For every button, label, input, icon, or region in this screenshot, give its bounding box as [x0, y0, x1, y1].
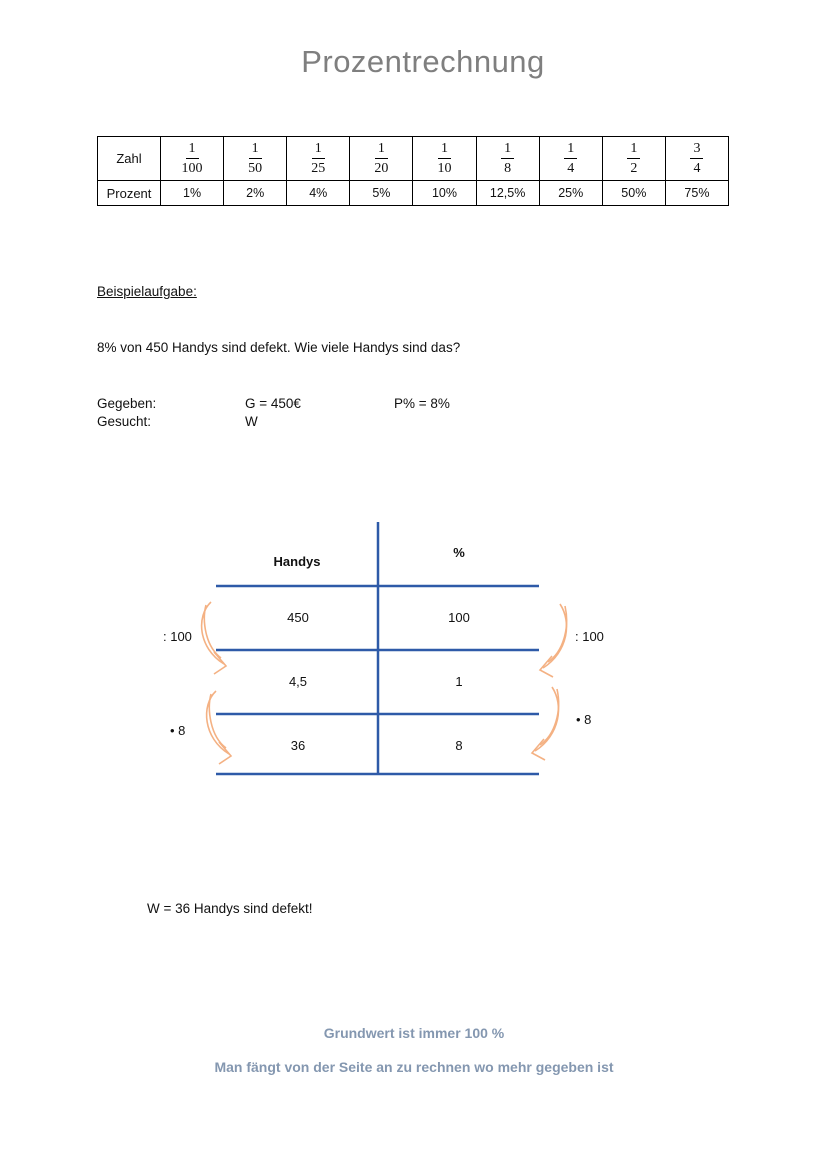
sought-w-value: W	[245, 414, 258, 429]
given-g-value: G = 450€	[245, 396, 301, 411]
cell-row2-percent: 1	[455, 674, 463, 689]
column-header-percent: %	[453, 545, 465, 560]
row-label-prozent: Prozent	[98, 181, 161, 206]
fraction-numerator: 1	[312, 141, 325, 159]
fraction-numerator: 1	[438, 141, 451, 159]
given-p-value: P% = 8%	[394, 396, 450, 411]
fraction-denominator: 25	[311, 161, 326, 176]
percent-cell: 75%	[665, 181, 728, 206]
cell-row2-handys: 4,5	[288, 674, 308, 689]
curved-arrow-icon	[207, 691, 231, 764]
percent-cell: 5%	[350, 181, 413, 206]
page-title: Prozentrechnung	[301, 44, 545, 79]
fraction-numerator: 3	[690, 141, 703, 159]
operation-left-divide: : 100	[163, 629, 192, 644]
sought-label: Gesucht:	[97, 414, 152, 429]
fraction-denominator: 4	[693, 161, 701, 176]
percent-cell: 12,5%	[476, 181, 539, 206]
fraction-numerator: 1	[627, 141, 640, 159]
percent-cell: 10%	[413, 181, 476, 206]
example-heading: Beispielaufgabe:	[97, 284, 197, 299]
fraction-denominator: 2	[630, 161, 638, 176]
note-grundwert: Grundwert ist immer 100 %	[323, 1025, 505, 1041]
curved-arrow-icon	[532, 687, 559, 760]
result-statement: W = 36 Handys sind defekt!	[147, 901, 313, 916]
fraction-denominator: 20	[374, 161, 389, 176]
cell-row3-handys: 36	[290, 738, 306, 753]
percent-cell: 50%	[602, 181, 665, 206]
curved-arrow-icon	[540, 604, 567, 677]
percent-cell: 25%	[539, 181, 602, 206]
problem-statement: 8% von 450 Handys sind defekt. Wie viele Handys sind das?	[97, 340, 461, 355]
fraction-numerator: 1	[501, 141, 514, 159]
fraction-denominator: 50	[248, 161, 263, 176]
cell-row1-handys: 450	[287, 610, 309, 625]
fraction-numerator: 1	[186, 141, 199, 159]
fraction-numerator: 1	[249, 141, 262, 159]
note-start-side: Man fängt von der Seite an zu rechnen wo mehr gegeben ist	[214, 1059, 614, 1075]
cell-row1-percent: 100	[448, 610, 470, 625]
percent-cell: 2%	[224, 181, 287, 206]
operation-right-multiply: • 8	[576, 712, 592, 727]
given-label: Gegeben:	[97, 396, 157, 411]
fraction-numerator: 1	[375, 141, 388, 159]
fraction-denominator: 8	[504, 161, 512, 176]
curved-arrow-icon	[202, 602, 226, 674]
column-header-handys: Handys	[273, 554, 321, 569]
fraction-denominator: 4	[567, 161, 575, 176]
fraction-denominator: 100	[181, 161, 203, 176]
percent-cell: 4%	[287, 181, 350, 206]
percent-cell: 1%	[161, 181, 224, 206]
fraction-numerator: 1	[564, 141, 577, 159]
row-label-zahl: Zahl	[98, 137, 161, 181]
cell-row3-percent: 8	[455, 738, 463, 753]
fraction-denominator: 10	[437, 161, 452, 176]
operation-left-multiply: • 8	[170, 723, 186, 738]
operation-right-divide: : 100	[575, 629, 604, 644]
